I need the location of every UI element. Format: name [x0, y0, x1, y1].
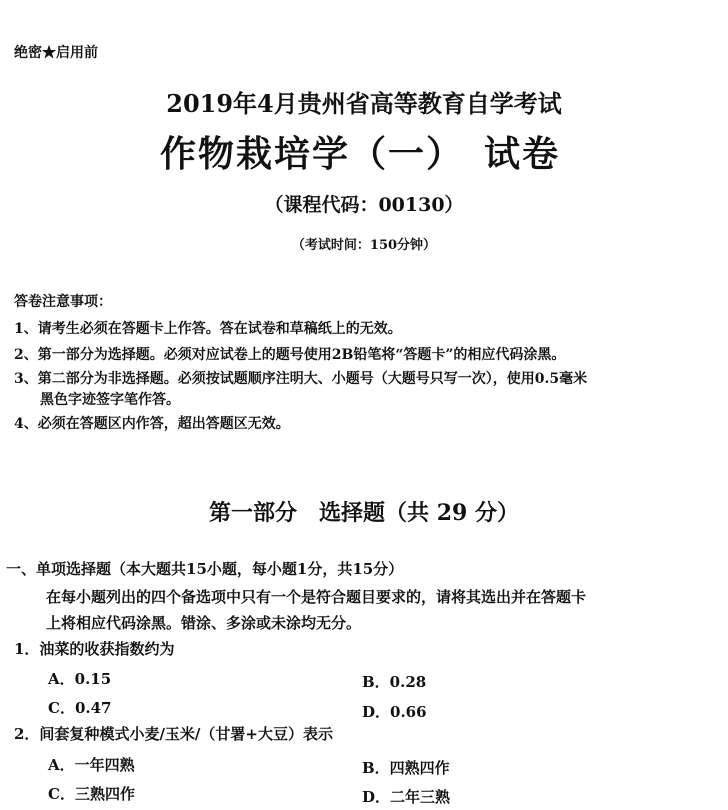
question-2-option-d: D．二年三熟 — [362, 788, 451, 806]
course-code: （课程代码：00130） — [264, 194, 464, 216]
notes-heading: 答卷注意事项： — [14, 294, 112, 310]
paper-title: 作物栽培学（一） 试卷 — [160, 133, 561, 175]
question-1-option-b: B．0.28 — [362, 673, 427, 691]
note-item-1: 1、请考生必须在答题卡上作答。答在试卷和草稿纸上的无效。 — [14, 321, 402, 337]
note-item-3-continued: 黑色字迹签字笔作答。 — [40, 392, 180, 408]
section-desc-line-1: 在每小题列出的四个备选项中只有一个是符合题目要求的，请将其选出并在答题卡 — [46, 588, 587, 606]
section-desc-line-2: 上将相应代码涂黑。错涂、多涂或未涂均无分。 — [46, 614, 362, 632]
question-1-stem: 1．油菜的收获指数约为 — [14, 640, 175, 658]
note-item-2: 2、第一部分为选择题。必须对应试卷上的题号使用2B铅笔将“答题卡”的相应代码涂黑。 — [14, 347, 566, 363]
question-1-option-a: A．0.15 — [48, 670, 112, 688]
question-2-option-b: B．四熟四作 — [362, 759, 450, 777]
question-2-stem: 2．间套复种模式小麦/玉米/（甘署+大豆）表示 — [14, 725, 333, 743]
question-2-option-a: A．一年四熟 — [48, 756, 135, 774]
section-title: 一、单项选择题（本大题共15小题，每小题1分，共15分） — [6, 560, 404, 578]
question-2-option-c: C．三熟四作 — [48, 785, 135, 803]
secret-label: 绝密★启用前 — [14, 45, 98, 61]
exam-time: （考试时间：150分钟） — [291, 238, 437, 253]
note-item-3: 3、第二部分为非选择题。必须按试题顺序注明大、小题号（大题号只写一次），使用0.5毫米 — [14, 371, 588, 387]
part-1-title: 第一部分 选择题（共 29 分） — [209, 500, 519, 526]
question-1-option-c: C．0.47 — [48, 699, 112, 717]
question-1-option-d: D．0.66 — [362, 703, 427, 721]
exam-title: 2019年4月贵州省高等教育自学考试 — [166, 89, 562, 118]
note-item-4: 4、必须在答题区内作答，超出答题区无效。 — [14, 416, 290, 432]
